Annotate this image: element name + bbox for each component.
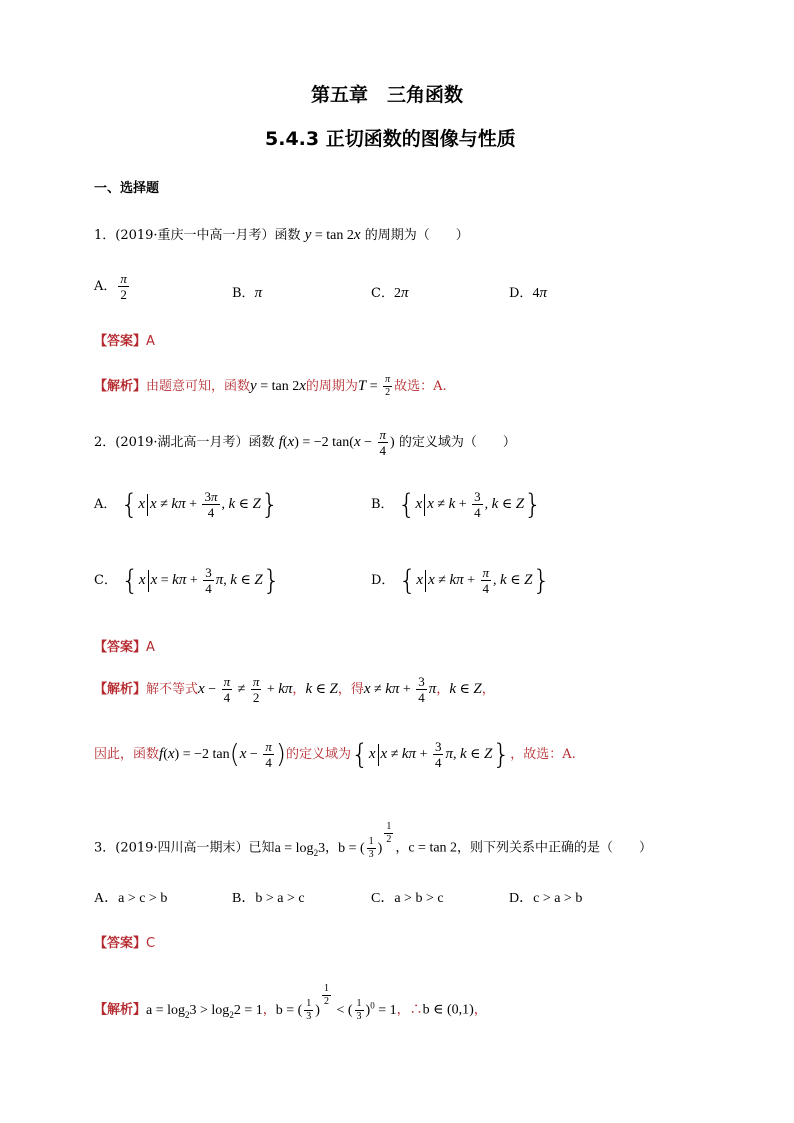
- q2-option-d-label: D．: [371, 573, 395, 588]
- q2-analysis-text-2: ，: [292, 682, 306, 697]
- q2-analysis-line-2: 因此，函数f(x) = −2 tan(x − $\frac{\pi}{4}$ )的定义域为{x x ≠ kπ + $\frac{3}{4}$ π, k ∈ Z}，故选：A.: [94, 737, 576, 771]
- question-3-prefix: 3．(2019·四川高一期末）已知: [94, 840, 275, 856]
- q2-option-a: A． {x x ≠ kπ + $\frac{3\pi}{4}$ , k ∈ Z}: [94, 487, 279, 521]
- q2-option-c-label: C．: [94, 573, 117, 588]
- q3-option-c: C．a > b > c: [371, 891, 444, 906]
- question-3: [94, 822, 652, 860]
- q3-analysis-end: ，: [473, 1002, 487, 1018]
- q1-option-c-label: C．: [371, 286, 394, 301]
- q1-answer-value: A: [146, 334, 155, 349]
- question-1-prefix: 1．(2019·重庆一中高一月考）函数: [94, 228, 301, 243]
- analysis-tag: 【解析】: [94, 379, 147, 394]
- q2-analysis-text-1: 解不等式: [146, 682, 199, 697]
- q3-analysis: 【解析】$a = \log_23 > \log_22 = 1$，b = ( $\frac{1}{3}$ ) $^{\frac{1}{2}}$ < ( $\frac{1}{3}$ )$^0$ = 1，∴b ∈ (0,1)，: [94, 983, 487, 1022]
- q2-analysis-text-4: ，: [436, 682, 450, 697]
- q1-option-b-label: B．: [232, 286, 255, 301]
- section-title: 5.4.3 正切函数的图像与性质: [265, 128, 516, 150]
- part-title: 一、选择题: [94, 181, 160, 196]
- q2-answer: [94, 636, 155, 655]
- q2-option-b: B． {x x ≠ k + $\frac{3}{4}$ , k ∈ Z}: [371, 487, 542, 521]
- q2-analysis-text-5: ，: [481, 682, 495, 697]
- answer-tag: 【答案】: [94, 936, 147, 951]
- question-2-prefix: 2．(2019·湖北高一月考）函数: [94, 435, 275, 450]
- q3-option-d: D．c > a > b: [509, 891, 583, 906]
- q3-analysis-sep-2: ，∴: [396, 1002, 423, 1018]
- q1-option-b: [232, 282, 262, 302]
- q1-analysis-text-3: 故选：A.: [394, 379, 447, 394]
- q1-option-a-label: A．: [94, 279, 117, 294]
- question-2-suffix: 的定义域为（ ）: [398, 435, 516, 450]
- analysis-tag: 【解析】: [94, 1002, 147, 1018]
- question-3-suffix: ，则下列关系中正确的是（ ）: [457, 840, 653, 856]
- q1-option-a: [94, 272, 131, 301]
- question-2-formula: f(x) = −2 tan(x − $\frac{\pi}{4}$ ): [278, 427, 395, 458]
- q2-option-c: C． {x x = kπ + $\frac{3}{4}$ π, k ∈ Z}: [94, 563, 281, 597]
- q1-option-c: [371, 282, 408, 302]
- q2-answer-value: A: [146, 640, 155, 655]
- q1-option-c-value: 2π: [393, 285, 409, 301]
- q3-option-b: B．b > a > c: [232, 891, 305, 906]
- question-1: [94, 224, 469, 244]
- q2-analysis-text-6: 因此，函数: [94, 747, 160, 762]
- q3-answer: [94, 932, 155, 951]
- q3-sep-1: ，: [325, 840, 339, 856]
- q3-answer-value: C: [146, 936, 156, 951]
- q3-b-def: b = ( $\frac{1}{3}$ ) $^{\frac{1}{2}}$: [338, 821, 392, 860]
- q1-answer: [94, 330, 155, 349]
- q2-option-d: D． {x x ≠ kπ + $\frac{\pi}{4}$ , k ∈ Z}: [371, 563, 551, 597]
- q2-option-a-label: A．: [94, 497, 117, 512]
- q1-option-d-value: 4π: [532, 285, 547, 301]
- q1-option-a-value: $\frac{\pi}{2}$: [120, 271, 127, 302]
- q3-analysis-sep-1: ，: [262, 1002, 276, 1018]
- q1-option-d-label: D．: [509, 286, 533, 301]
- q3-a-def: $a = \log_23$: [274, 840, 326, 858]
- q3-c-def: c = tan 2: [408, 840, 458, 856]
- q3-option-a: A．a > c > b: [94, 891, 168, 906]
- q1-option-b-value: π: [254, 285, 263, 301]
- q1-analysis-text-1: 由题意可知，函数: [146, 379, 251, 394]
- question-2: [94, 428, 516, 457]
- q1-analysis: 【解析】由题意可知，函数y = tan 2x的周期为T = $\frac{\pi}{2}$ 故选：A.: [94, 374, 447, 398]
- q2-analysis-text-3: ，得: [337, 682, 364, 697]
- q2-analysis-line-1: 【解析】解不等式x − $\frac{\pi}{4}$ ≠ $\frac{\pi}{2}$ + kπ，k ∈ Z，得x ≠ kπ + $\frac{3}{4}$ π，k ∈ Z，: [94, 674, 495, 705]
- q3-sep-2: ，: [395, 840, 409, 856]
- q2-analysis-text-8: ，故选：A.: [510, 747, 576, 762]
- q2-analysis-text-7: 的定义域为: [286, 747, 352, 762]
- question-1-formula: y = tan 2x: [304, 227, 361, 243]
- chapter-title: 第五章 三角函数: [311, 84, 464, 106]
- answer-tag: 【答案】: [94, 334, 147, 349]
- answer-tag: 【答案】: [94, 640, 147, 655]
- q1-option-d: [509, 282, 547, 302]
- q1-analysis-text-2: 的周期为: [305, 379, 358, 394]
- analysis-tag: 【解析】: [94, 682, 147, 697]
- q2-option-b-label: B．: [371, 497, 394, 512]
- question-1-suffix: 的周期为（ ）: [364, 228, 469, 243]
